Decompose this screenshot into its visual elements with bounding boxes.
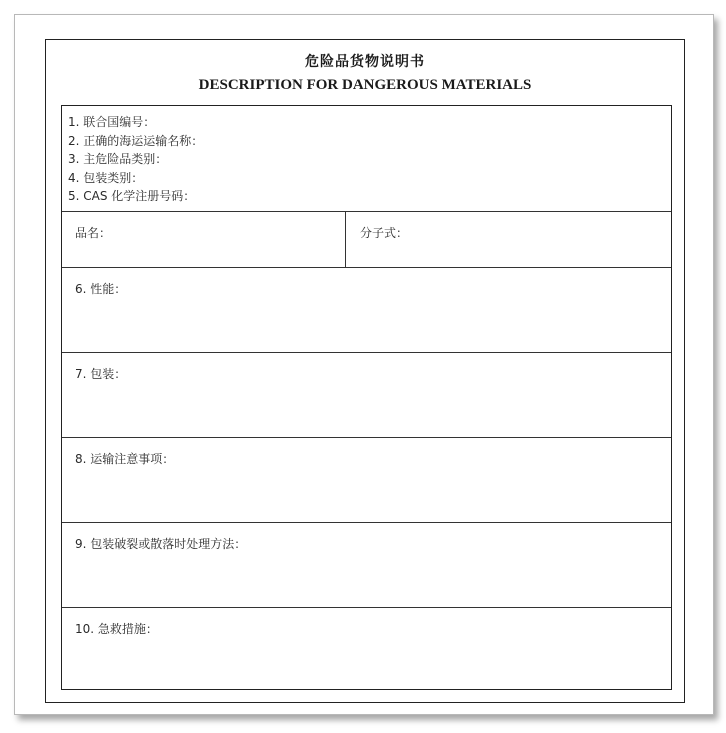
molecular-formula-field: 分子式： <box>360 226 409 240</box>
name-formula-row <box>62 212 671 268</box>
identification-section <box>62 106 671 212</box>
shipping-name-field: 2. 正确的海运运输名称： <box>68 133 204 148</box>
packaging-label: 7. 包装： <box>75 367 127 381</box>
product-name-field: 品名： <box>75 226 112 240</box>
form-table <box>61 105 672 690</box>
hazard-class-field: 3. 主危险品类别： <box>68 152 168 166</box>
document-title-english: DESCRIPTION FOR DANGEROUS MATERIALS <box>198 77 532 93</box>
first-aid-label: 10. 急救措施： <box>75 622 158 636</box>
document-frame <box>45 39 685 703</box>
identification-lines <box>68 113 203 206</box>
transport-precautions-section <box>62 438 671 523</box>
properties-label: 6. 性能： <box>75 282 127 296</box>
spill-handling-label: 9. 包装破裂或散落时处理方法： <box>75 537 247 551</box>
packing-group-field: 4. 包装类别： <box>68 170 144 185</box>
properties-section <box>62 268 671 353</box>
document-sheet <box>14 14 714 715</box>
packaging-section <box>62 353 671 438</box>
un-number-field: 1. 联合国编号： <box>68 115 156 129</box>
column-divider <box>345 212 346 267</box>
document-title-chinese: 危险品货物说明书 <box>305 54 425 70</box>
first-aid-section <box>62 608 671 689</box>
transport-precautions-label: 8. 运输注意事项： <box>75 452 175 466</box>
spill-handling-section <box>62 523 671 608</box>
cas-number-field: 5. CAS 化学注册号码： <box>68 189 196 203</box>
